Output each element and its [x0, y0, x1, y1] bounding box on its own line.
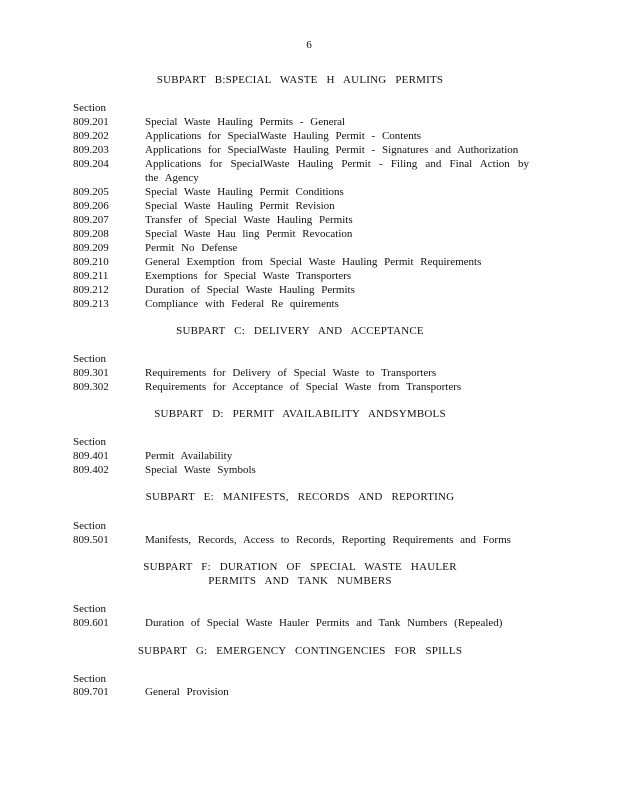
section-title: Compliance with Federal Re quirements — [145, 298, 339, 310]
section-number: 809.501 — [73, 534, 109, 546]
section-title: Duration of Special Waste Hauler Permits and Tank Numbers (Repealed) — [145, 617, 503, 629]
section-title: Special Waste Hauling Permit Conditions — [145, 186, 344, 198]
section-title: Special Waste Hauling Permit Revision — [145, 200, 335, 212]
section-title: Permit No Defense — [145, 242, 238, 254]
section-number: 809.401 — [73, 450, 109, 462]
section-title: General Exemption from Special Waste Hauling Permit Requirements — [145, 256, 482, 268]
subpart-f-heading: SUBPART F: DURATION OF SPECIAL WASTE HAULER — [143, 561, 457, 573]
section-number: 809.205 — [73, 186, 109, 198]
section-number: 809.209 — [73, 242, 109, 254]
section-title: Requirements for Acceptance of Special Waste from Transporters — [145, 381, 462, 393]
subpart-c-heading: SUBPART C: DELIVERY AND ACCEPTANCE — [176, 325, 424, 337]
section-number: 809.213 — [73, 298, 109, 310]
section-number: 809.212 — [73, 284, 109, 296]
section-title: Special Waste Hauling Permits - General — [145, 116, 346, 128]
section-label: Section — [73, 673, 106, 685]
section-title: Applications for SpecialWaste Hauling Permit - Contents — [145, 130, 422, 142]
section-number: 809.211 — [73, 270, 109, 282]
subpart-g-heading: SUBPART G: EMERGENCY CONTINGENCIES FOR SPILLS — [137, 645, 463, 657]
section-number: 809.302 — [73, 381, 109, 393]
section-label: Section — [73, 603, 106, 615]
section-label: Section — [73, 353, 106, 365]
section-number: 809.601 — [73, 617, 109, 629]
section-number: 809.203 — [73, 144, 109, 156]
section-title: Duration of Special Waste Hauling Permits — [145, 284, 355, 296]
section-number: 809.208 — [73, 228, 109, 240]
section-number: 809.210 — [73, 256, 109, 268]
subpart-e-heading: SUBPART E: MANIFESTS, RECORDS AND REPORTING — [145, 491, 455, 503]
section-title: Exemptions for Special Waste Transporters — [145, 270, 352, 282]
subpart-f-heading-line-2: PERMITS AND TANK NUMBERS — [208, 575, 392, 587]
section-number: 809.402 — [73, 464, 109, 476]
section-label: Section — [73, 102, 106, 114]
section-number: 809.207 — [73, 214, 109, 226]
section-title: Manifests, Records, Access to Records, Reporting Requirements and Forms — [145, 534, 511, 546]
section-title: Special Waste Symbols — [145, 464, 256, 476]
section-number: 809.301 — [73, 367, 109, 379]
section-title: Applications for SpecialWaste Hauling Permit - Filing and Final Action by the Agency — [145, 158, 529, 184]
section-number: 809.201 — [73, 116, 109, 128]
section-title: Special Waste Hau ling Permit Revocation — [145, 228, 353, 240]
section-number: 809.206 — [73, 200, 109, 212]
section-title: Transfer of Special Waste Hauling Permits — [145, 214, 353, 226]
section-label: Section — [73, 520, 106, 532]
section-title: Permit Availability — [145, 450, 233, 462]
page-number: 6 — [306, 39, 312, 51]
section-label: Section — [73, 436, 106, 448]
section-number: 809.204 — [73, 158, 109, 170]
section-title: Requirements for Delivery of Special Waste to Transporters — [145, 367, 437, 379]
section-number: 809.701 — [73, 686, 109, 698]
section-title: General Provision — [145, 686, 229, 698]
section-title: Applications for SpecialWaste Hauling Permit - Signatures and Authorization — [145, 144, 519, 156]
subpart-d-heading: SUBPART D: PERMIT AVAILABILITY ANDSYMBOLS — [154, 408, 446, 420]
section-number: 809.202 — [73, 130, 109, 142]
subpart-b-heading: SUBPART B:SPECIAL WASTE H AULING PERMITS — [156, 74, 444, 86]
